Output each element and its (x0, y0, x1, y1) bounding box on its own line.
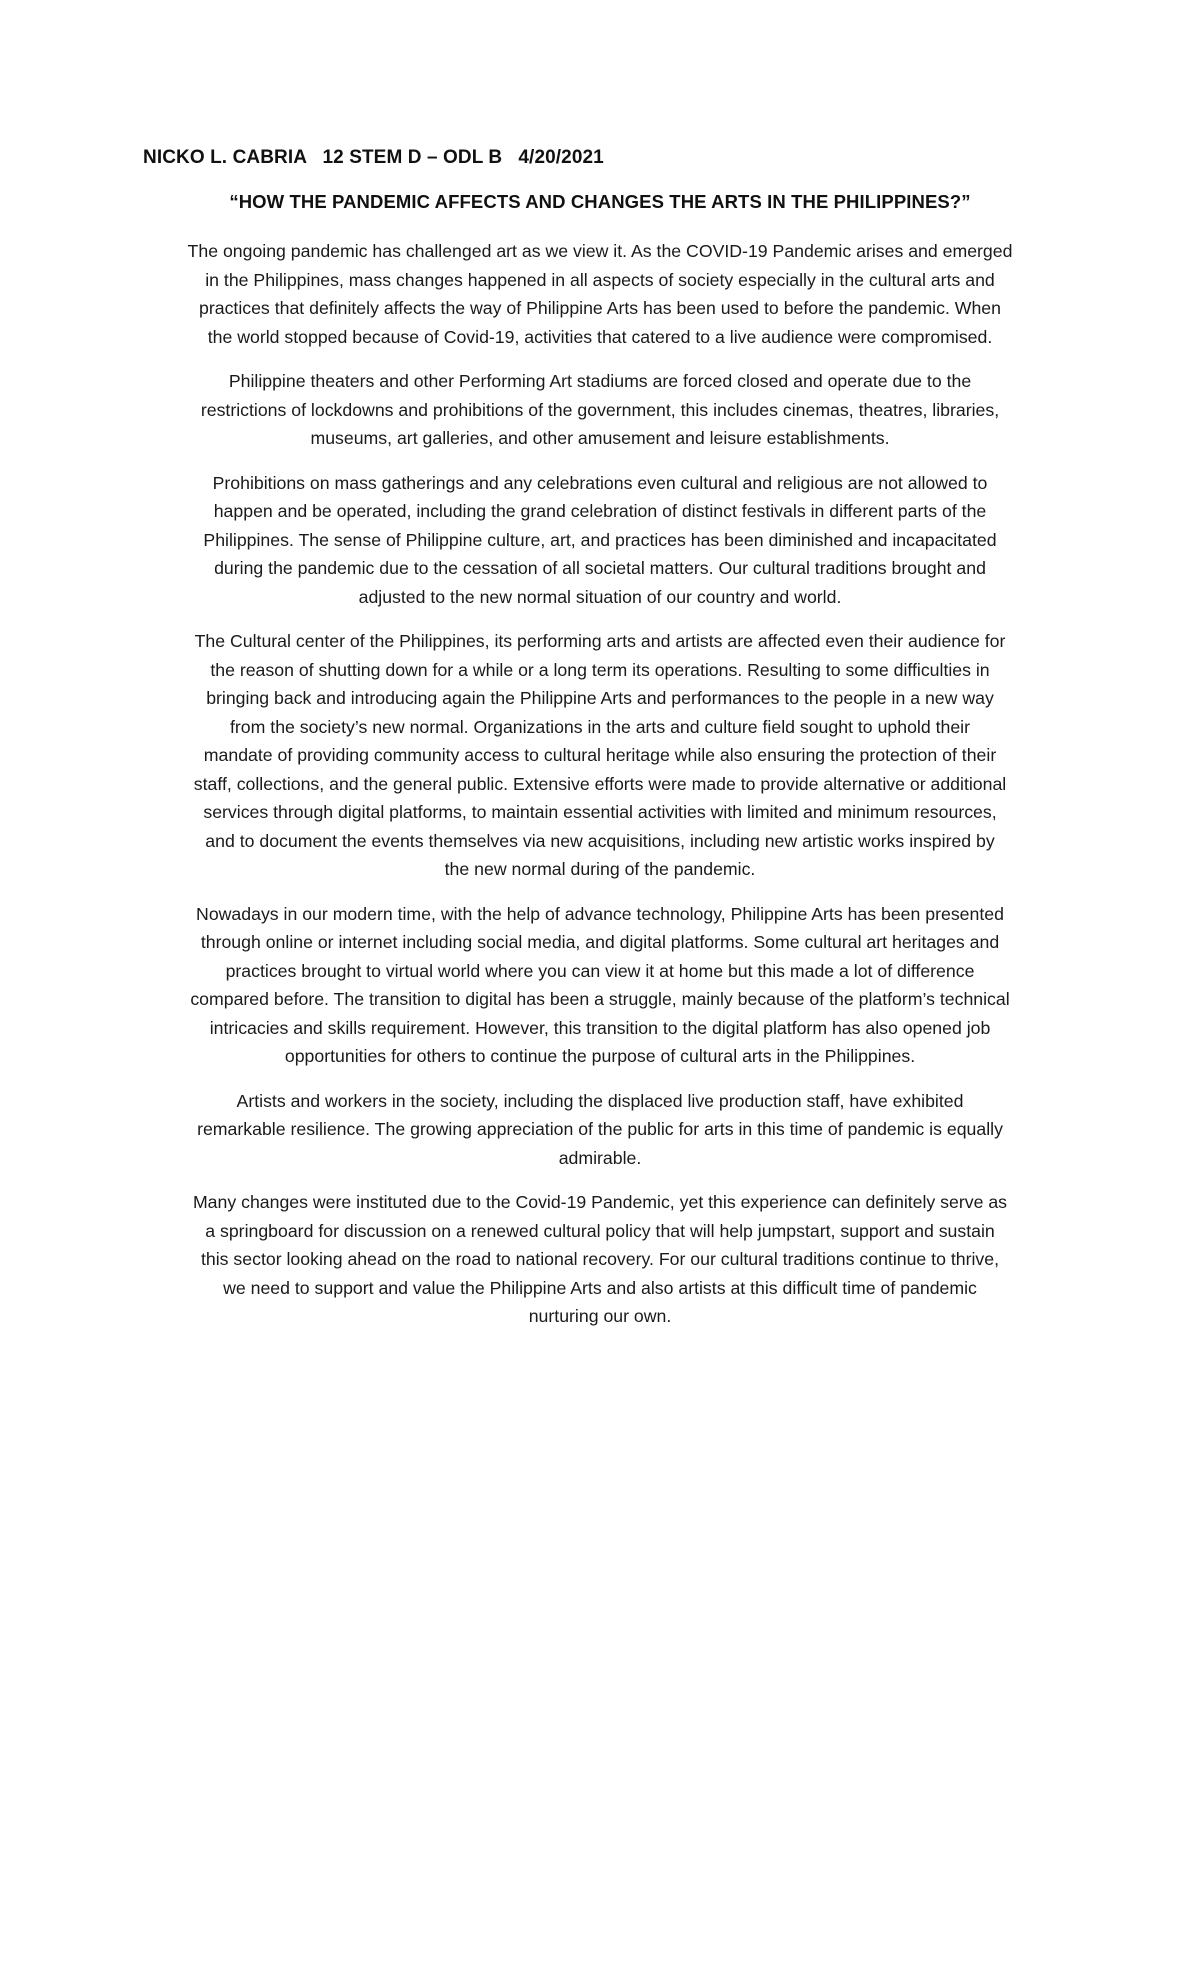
paragraph-7 (140, 1188, 1060, 1331)
paragraph-line: the reason of shutting down for a while or a long term its operations. Resulting to some difficulties in (210, 659, 990, 680)
author-header: NICKO L. CABRIA 12 STEM D – ODL B 4/20/2021 (143, 147, 604, 168)
paragraph-6 (140, 1087, 1060, 1173)
paragraph-line: practices that definitely affects the way of Philippine Arts has been used to before the pandemic. When (199, 298, 1001, 318)
paragraph-1 (140, 237, 1060, 351)
paragraph-line: services through digital platforms, to maintain essential activities with limited and minimum resources, (203, 802, 997, 822)
paragraph-2 (140, 367, 1060, 453)
paragraph-line: the world stopped because of Covid-19, activities that catered to a live audience were compromised. (207, 326, 993, 347)
document-title: “HOW THE PANDEMIC AFFECTS AND CHANGES THE ARTS IN THE PHILIPPINES?” (229, 191, 971, 212)
paragraph-line: Philippine theaters and other Performing Art stadiums are forced closed and operate due to the (228, 371, 972, 391)
paragraph-line: mandate of providing community access to cultural heritage while also ensuring the protection of their (203, 745, 997, 765)
paragraph-line: happen and be operated, including the grand celebration of distinct festivals in different parts of the (213, 501, 987, 521)
paragraph-line: staff, collections, and the general public. Extensive efforts were made to provide alternative or additional (193, 773, 1007, 794)
paragraph-line: admirable. (558, 1147, 642, 1168)
paragraph-line: intricacies and skills requirement. However, this transition to the digital platform has also opened job (209, 1017, 991, 1038)
paragraph-4 (140, 627, 1060, 884)
paragraph-line: from the society’s new normal. Organizations in the arts and culture field sought to uphold their (230, 716, 970, 737)
paragraph-line: and to document the events themselves via new acquisitions, including new artistic works inspired by (205, 830, 995, 851)
paragraph-line: Artists and workers in the society, including the displaced live production staff, have exhibited (236, 1090, 964, 1111)
paragraph-line: in the Philippines, mass changes happened in all aspects of society especially in the cultural arts and (205, 269, 995, 290)
paragraph-line: during the pandemic due to the cessation of all societal matters. Our cultural traditions brought and (214, 558, 986, 578)
paragraph-line: a springboard for discussion on a renewed cultural policy that will help jumpstart, support and sustain (205, 1220, 995, 1241)
paragraph-line: Philippines. The sense of Philippine culture, art, and practices has been diminished and incapacitated (203, 529, 997, 550)
paragraph-3 (140, 469, 1060, 612)
paragraph-line: we need to support and value the Philippine Arts and also artists at this difficult time of pandemic (223, 1277, 977, 1298)
paragraph-5 (140, 900, 1060, 1071)
paragraph-line: practices brought to virtual world where you can view it at home but this made a lot of difference (225, 960, 975, 981)
paragraph-line: this sector looking ahead on the road to national recovery. For our cultural traditions continue to thrive, (200, 1249, 1000, 1269)
paragraph-line: museums, art galleries, and other amusement and leisure establishments. (310, 428, 890, 448)
paragraph-line: compared before. The transition to digital has been a struggle, mainly because of the platform’s technical (190, 989, 1010, 1009)
paragraph-line: The ongoing pandemic has challenged art as we view it. As the COVID-19 Pandemic arises and emerged (187, 241, 1013, 261)
document-body (140, 237, 1060, 1347)
paragraph-line: the new normal during of the pandemic. (444, 859, 756, 879)
paragraph-line: Prohibitions on mass gatherings and any celebrations even cultural and religious are not allowed to (212, 472, 988, 493)
paragraph-line: adjusted to the new normal situation of our country and world. (358, 586, 842, 607)
paragraph-line: through online or internet including social media, and digital platforms. Some cultural art heritages and (200, 932, 1000, 952)
paragraph-line: opportunities for others to continue the purpose of cultural arts in the Philippines. (284, 1046, 916, 1066)
paragraph-line: The Cultural center of the Philippines, its performing arts and artists are affected even their audience for (194, 631, 1006, 651)
paragraph-line: bringing back and introducing again the Philippine Arts and performances to the people in a new way (206, 688, 994, 708)
paragraph-line: Many changes were instituted due to the Covid-19 Pandemic, yet this experience can definitely serve as (192, 1192, 1008, 1212)
paragraph-line: Nowadays in our modern time, with the help of advance technology, Philippine Arts has been presented (196, 903, 1004, 924)
paragraph-line: restrictions of lockdowns and prohibitions of the government, this includes cinemas, theatres, libraries, (200, 399, 1000, 420)
paragraph-line: remarkable resilience. The growing appreciation of the public for arts in this time of pandemic is equally (197, 1119, 1003, 1139)
paragraph-line: nurturing our own. (528, 1306, 672, 1326)
